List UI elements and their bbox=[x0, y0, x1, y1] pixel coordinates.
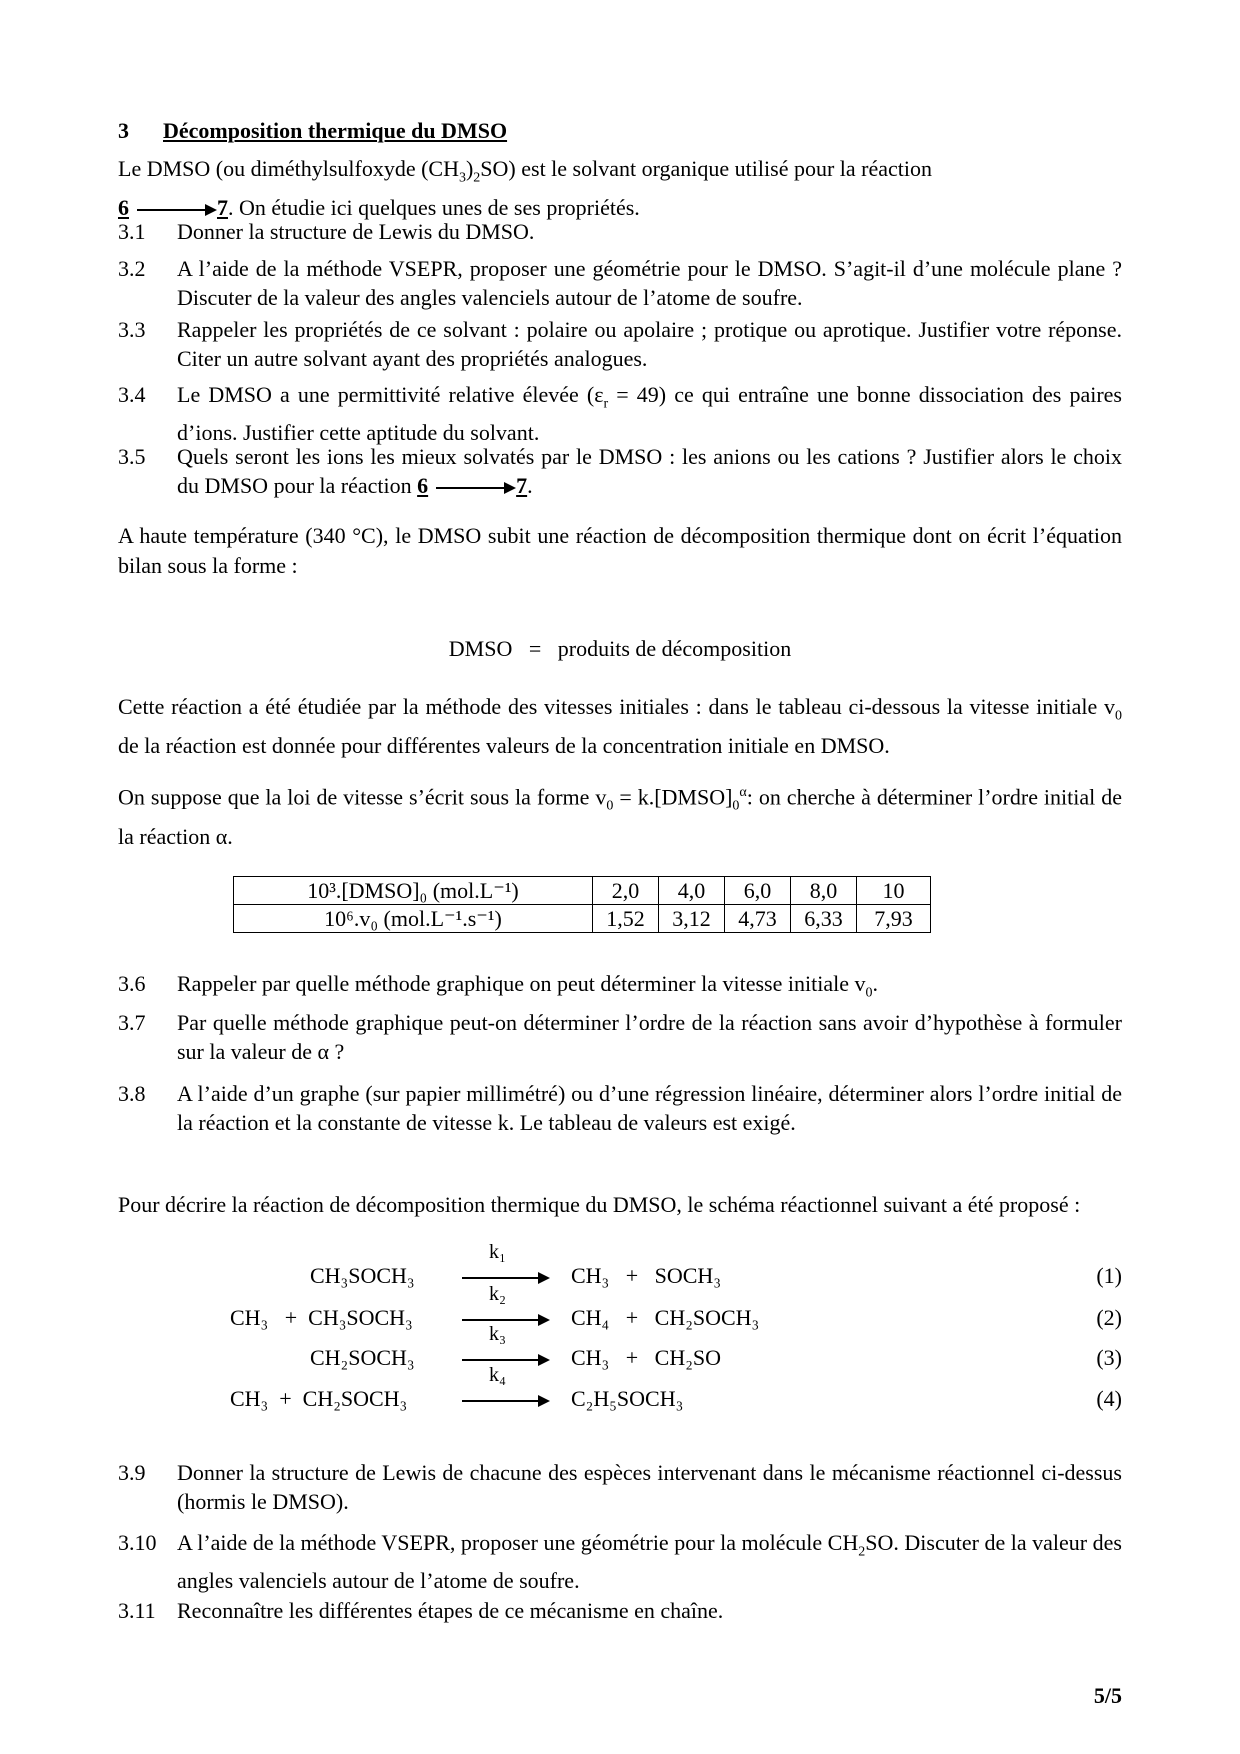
method-paragraph: Cette réaction a été étudiée par la méthode des vitesses initiales : dans le tableau ci-dessous la vitesse initiale $v_0$ de la réaction est donnée pour différentes valeurs de la concentration initiale en DMSO. bbox=[118, 694, 1122, 759]
decomposition-paragraph: A haute température (340 °C), le DMSO subit une réaction de décomposition thermique dont on écrit l’équation bilan sous la forme : bbox=[118, 523, 1122, 578]
reaction-arrow bbox=[137, 209, 215, 211]
page-number: 5/5 bbox=[1093, 1683, 1122, 1708]
table-cell: 4,0 bbox=[659, 877, 725, 905]
reaction-arrow bbox=[436, 487, 514, 489]
table-cell: 6,33 bbox=[791, 905, 857, 933]
question-3-1: 3.1 Donner la structure de Lewis du DMSO. bbox=[118, 219, 535, 244]
intro-paragraph: Le DMSO (ou diméthylsulfoxyde $(CH_3)_2SO$) est le solvant organique utilisé pour la réaction 6 7. On étudie ici quelques unes de ses propriétés. bbox=[118, 156, 933, 221]
step-3-products: CH₃ + CH₂SO bbox=[571, 1345, 721, 1370]
rate-constant-k3: k₃ bbox=[489, 1323, 506, 1345]
step-1-products: CH₃ + SOCH₃ bbox=[571, 1263, 721, 1288]
step-2-products: CH₄ + CH₂SOCH₃ bbox=[571, 1305, 760, 1330]
rate-constant-k4: k₄ bbox=[489, 1364, 506, 1386]
step-3-arrow bbox=[462, 1359, 548, 1361]
question-3-5: 3.5 Quels seront les ions les mieux solvatés par le DMSO : les anions ou les cations ? Justifier alors le choix du DMSO pour la réaction 6 7. bbox=[118, 444, 1122, 498]
rate-constant-k1: k₁ bbox=[489, 1241, 506, 1263]
kinetics-table bbox=[233, 876, 931, 933]
question-3-6: 3.6 Rappeler par quelle méthode graphique on peut déterminer la vitesse initiale $v_0$. bbox=[118, 971, 878, 1001]
row-label-velocity: 10⁶.v₀ (mol.L⁻¹.s⁻¹) bbox=[234, 905, 593, 933]
question-3-8: 3.8 A l’aide d’un graphe (sur papier millimétré) ou d’une régression linéaire, déterminer alors l’ordre initial de la réaction et la constante de vitesse k. Le tableau de valeurs est exigé. bbox=[118, 1081, 1122, 1135]
step-3-reactants: CH₂SOCH₃ bbox=[310, 1345, 415, 1370]
question-3-3: 3.3 Rappeler les propriétés de ce solvant : polaire ou apolaire ; protique ou aprotique. Justifier votre réponse. Citer un autre solvant ayant des propriétés analogues. bbox=[118, 317, 1122, 371]
table-cell: 1,52 bbox=[593, 905, 659, 933]
table-cell: 6,0 bbox=[725, 877, 791, 905]
mechanism-intro: Pour décrire la réaction de décomposition thermique du DMSO, le schéma réactionnel suivant a été proposé : bbox=[118, 1192, 1081, 1217]
table-cell: 4,73 bbox=[725, 905, 791, 933]
question-3-9: 3.9 Donner la structure de Lewis de chacune des espèces intervenant dans le mécanisme réactionnel ci-dessus (hormis le DMSO). bbox=[118, 1460, 1122, 1514]
step-2-arrow bbox=[462, 1319, 548, 1321]
step-1-arrow bbox=[462, 1277, 548, 1279]
table-cell: 7,93 bbox=[857, 905, 931, 933]
table-row bbox=[234, 877, 931, 905]
section-title-text: Décomposition thermique du DMSO bbox=[163, 118, 508, 143]
step-4-arrow bbox=[462, 1400, 548, 1402]
decomposition-equation: DMSO = produits de décomposition bbox=[448, 636, 792, 661]
question-3-7: 3.7 Par quelle méthode graphique peut-on déterminer l’ordre de la réaction sans avoir d’hypothèse à formuler sur la valeur de α ? bbox=[118, 1010, 1122, 1064]
rate-constant-k2: k₂ bbox=[489, 1283, 506, 1305]
table-cell: 3,12 bbox=[659, 905, 725, 933]
question-3-11: 3.11 Reconnaître les différentes étapes de ce mécanisme en chaîne. bbox=[118, 1598, 724, 1623]
product-label: 7 bbox=[217, 195, 228, 221]
question-3-4: 3.4 Le DMSO a une permittivité relative élevée $(\varepsilon_r = 49)$ ce qui entraîne une bonne dissociation des paires d’ions. Justifier cette aptitude du solvant. bbox=[118, 382, 1122, 446]
step-2-reactants: CH₃ + CH₃SOCH₃ bbox=[230, 1305, 413, 1330]
section-number: 3 bbox=[118, 118, 129, 143]
step-4-products: C₂H₅SOCH₃ bbox=[571, 1386, 684, 1411]
section-title bbox=[118, 118, 507, 144]
step-2-number: (2) bbox=[1096, 1305, 1122, 1330]
table-cell: 8,0 bbox=[791, 877, 857, 905]
step-1-number: (1) bbox=[1096, 1263, 1122, 1288]
step-4-reactants: CH₃ + CH₂SOCH₃ bbox=[230, 1386, 408, 1411]
table-cell: 10 bbox=[857, 877, 931, 905]
question-3-10: 3.10 A l’aide de la méthode VSEPR, proposer une géométrie pour la molécule $CH_2SO$. Discuter de la valeur des angles valenciels autour de l’atome de soufre. bbox=[118, 1530, 1122, 1594]
step-3-number: (3) bbox=[1096, 1345, 1122, 1370]
table-cell: 2,0 bbox=[593, 877, 659, 905]
reactant-label: 6 bbox=[118, 195, 129, 221]
step-1-reactants: CH₃SOCH₃ bbox=[310, 1263, 415, 1288]
rate-law-paragraph: On suppose que la loi de vitesse s’écrit sous la forme $v_0$ = $k.[DMSO]_0^\alpha$: on cherche à déterminer l’ordre initial de la réaction α. bbox=[118, 784, 1122, 849]
table-row bbox=[234, 905, 931, 933]
row-label-concentration: 10³.[DMSO]₀ (mol.L⁻¹) bbox=[234, 877, 593, 905]
step-4-number: (4) bbox=[1096, 1386, 1122, 1411]
question-3-2: 3.2 A l’aide de la méthode VSEPR, proposer une géométrie pour le DMSO. S’agit-il d’une molécule plane ? Discuter de la valeur des angles valenciels autour de l’atome de soufre. bbox=[118, 256, 1122, 310]
